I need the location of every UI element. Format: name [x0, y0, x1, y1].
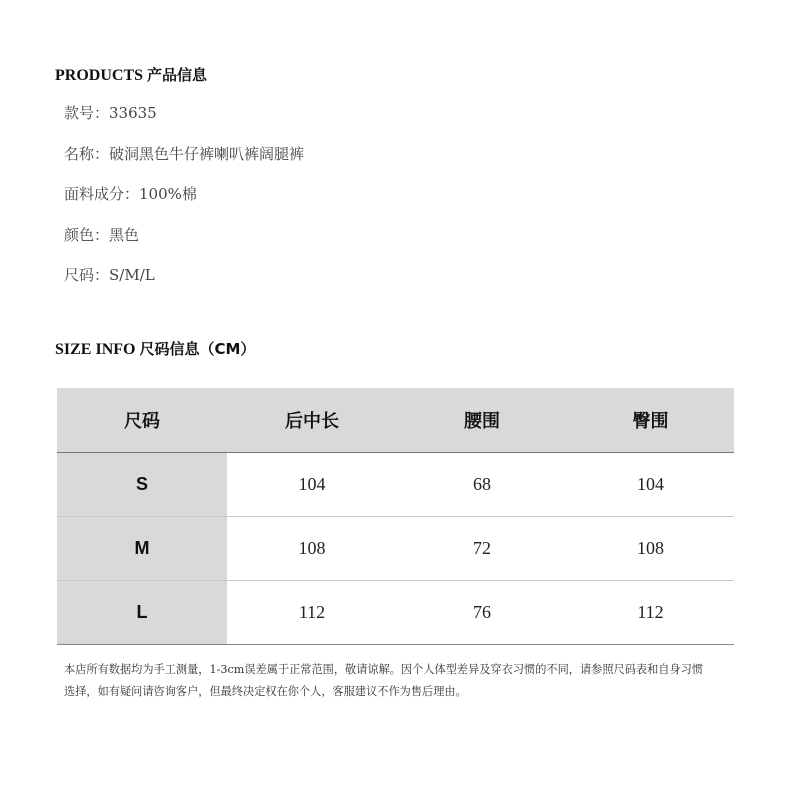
- products-title-cn: 产品信息: [147, 66, 208, 84]
- header-hip: 臀围: [567, 388, 734, 453]
- product-sizes: 尺码：S/M/L: [64, 266, 155, 284]
- product-color: 颜色：黑色: [64, 225, 140, 244]
- table-row: [57, 517, 734, 581]
- waist-value: 68: [397, 453, 567, 517]
- waist-value: 72: [397, 517, 567, 581]
- hip-value: 104: [567, 453, 734, 517]
- products-section-title: [55, 64, 207, 85]
- note-line-2: 选择，如有疑问请咨询客户，但最终决定权在你个人，客服建议不作为售后理由。: [64, 685, 467, 698]
- size-table-header: [57, 388, 734, 453]
- back-length-value: 108: [227, 517, 397, 581]
- product-name: 名称：破洞黑色牛仔裤喇叭裤阔腿裤: [64, 144, 305, 163]
- products-title-en: PRODUCTS: [55, 67, 144, 84]
- header-back-length: 后中长: [227, 388, 397, 453]
- product-info-list: [64, 102, 304, 305]
- measurement-note: [64, 659, 744, 703]
- back-length-value: 104: [227, 453, 397, 517]
- size-title-en: SIZE INFO: [55, 341, 136, 358]
- size-label: S: [57, 453, 227, 517]
- table-row: [57, 453, 734, 517]
- back-length-value: 112: [227, 581, 397, 645]
- waist-value: 76: [397, 581, 567, 645]
- header-size: 尺码: [57, 388, 227, 453]
- size-label: L: [57, 581, 227, 645]
- product-style-number: 款号：33635: [64, 104, 157, 122]
- note-line-1: 本店所有数据均为手工测量，1-3cm误差属于正常范围，敬请谅解。因个人体型差异及穿衣习惯的不同，请参照尺码表和自身习惯: [64, 663, 704, 676]
- size-info-section-title: [55, 338, 255, 359]
- table-row: [57, 581, 734, 645]
- header-waist: 腰围: [397, 388, 567, 453]
- size-title-cn: 尺码信息（CM）: [139, 340, 256, 358]
- hip-value: 112: [567, 581, 734, 645]
- hip-value: 108: [567, 517, 734, 581]
- size-label: M: [57, 517, 227, 581]
- product-fabric: 面料成分：100%棉: [64, 185, 197, 203]
- size-table: [57, 388, 734, 645]
